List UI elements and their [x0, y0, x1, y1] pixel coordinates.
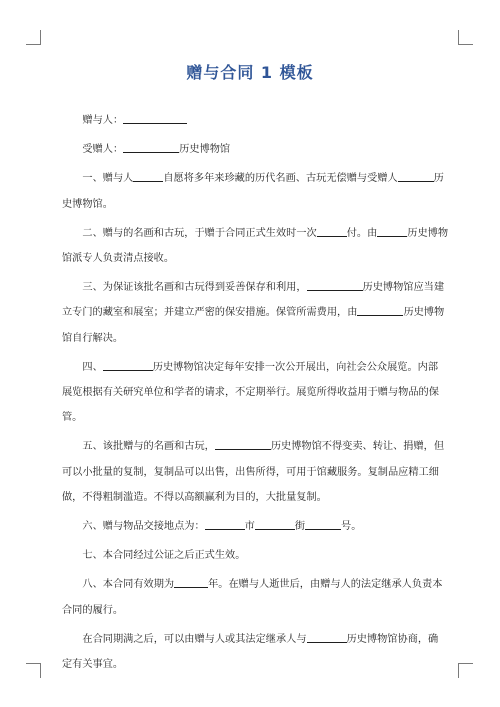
crop-mark-bottom-right: [458, 663, 473, 678]
crop-mark-bottom-left: [26, 663, 41, 678]
blank[interactable]: [307, 279, 363, 291]
blank-city[interactable]: [205, 518, 245, 530]
blank[interactable]: [317, 225, 347, 237]
clause-5: 五、该批赠与的名画和古玩， 历史博物馆不得变卖、转让、捐赠，但 可以小批量的复制，复制品可以出售，出售所得，可用于馆藏服务。复制品应精工细 做，不得粗制滥造。不得以高额赢利为目的，大批量复制。: [62, 434, 438, 510]
clause-2: 二、赠与的名画和古玩，于赠于合同正式生效时一次 付。由 历史博物 馆派专人负责清点接收。: [62, 221, 438, 271]
blank[interactable]: [215, 438, 271, 450]
donor-label: 赠与人：: [82, 115, 124, 126]
clause-1: 一、赠与人 自愿将多年来珍藏的历代名画、古玩无偿赠与受赠人 历 史博物馆。: [62, 166, 438, 216]
blank-number[interactable]: [305, 518, 341, 530]
clause-8: 八、本合同有效期为 年。在赠与人逝世后，由赠与人的法定继承人负责本 合同的履行。: [62, 572, 438, 622]
blank[interactable]: [133, 170, 163, 182]
donor-blank[interactable]: [123, 112, 187, 124]
clause-9: 在合同期满之后，可以由赠与人或其法定继承人与 历史博物馆协商，确 定有关事宜。: [62, 627, 438, 677]
crop-mark-top-left: [26, 30, 41, 45]
clause-6: 六、赠与物品交接地点为： 市 街 号。: [62, 514, 438, 539]
clause-3: 三、为保证该批名画和古玩得到妥善保存和利用， 历史博物馆应当建 立专门的藏室和展室；并建立严密的保安措施。保管所需费用，由 历史博物 馆自行解决。: [62, 275, 438, 351]
document-title: 赠与合同 1 模板: [186, 63, 314, 82]
blank-street[interactable]: [255, 518, 295, 530]
clause-7: 七、本合同经过公证之后正式生效。: [82, 550, 246, 562]
blank[interactable]: [103, 359, 153, 371]
recipient-line: [62, 137, 438, 162]
blank[interactable]: [377, 225, 407, 237]
recipient-label: 受赠人：: [82, 144, 124, 156]
crop-mark-top-right: [458, 30, 473, 45]
document-body: [62, 108, 449, 681]
blank[interactable]: [357, 304, 403, 316]
blank-years[interactable]: [174, 576, 208, 588]
recipient-name: 历史博物馆: [179, 144, 231, 156]
recipient-blank[interactable]: [123, 141, 179, 153]
donor-line: [62, 108, 438, 133]
clause-4: 四、 历史博物馆决定每年安排一次公开展出，向社会公众展览。内部 展览根据有关研究单位和学者的请求，不定期举行。展览所得收益用于赠与物品的保 管。: [62, 355, 438, 431]
blank[interactable]: [307, 631, 347, 643]
blank[interactable]: [398, 170, 434, 182]
